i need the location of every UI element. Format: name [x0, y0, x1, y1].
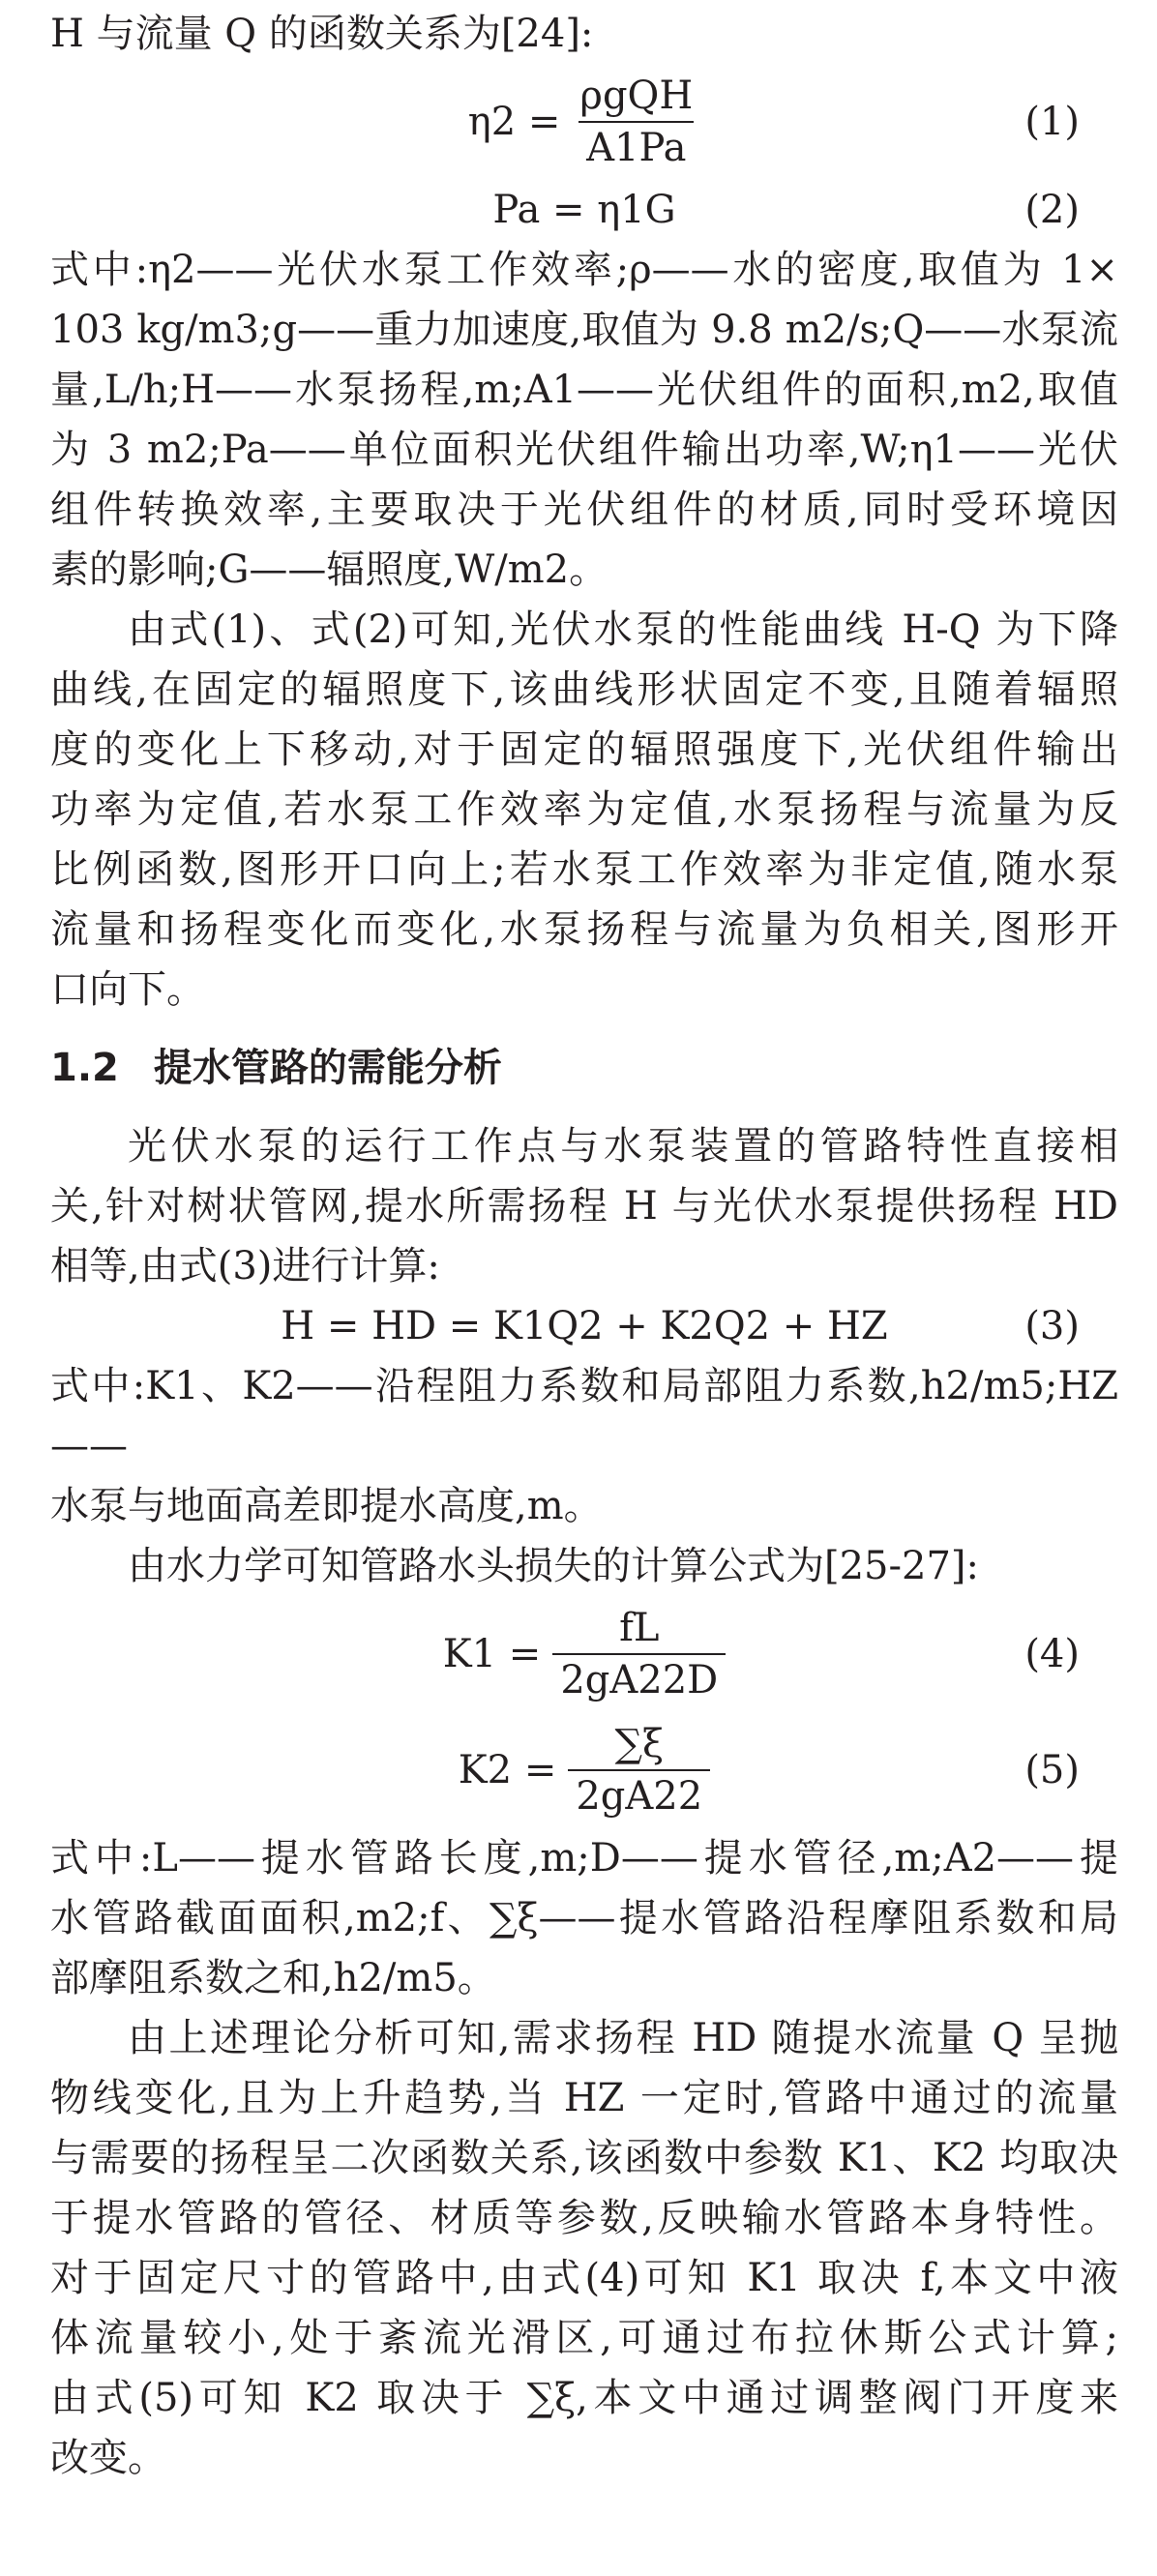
eq1-denominator: A1Pa — [578, 121, 694, 173]
text-line: 量,L/h;H——水泵扬程,m;A1——光伏组件的面积,m2,取值 — [50, 368, 1118, 412]
eq4-denominator: 2gA22D — [552, 1653, 726, 1705]
eq4-lhs: K1 = — [442, 1632, 542, 1676]
text-line: 水管路截面面积,m2;f、∑ξ——提水管路沿程摩阻系数和局 — [50, 1896, 1118, 1940]
eq4-numerator: fL — [619, 1606, 660, 1650]
equation-5 — [50, 1712, 1118, 1828]
equation-1 — [50, 64, 1118, 180]
text-line: 口向下。 — [50, 967, 205, 1012]
paragraph-performance-curve — [50, 600, 1118, 1020]
text-line: 关,针对树状管网,提水所需扬程 H 与光伏水泵提供扬程 HD — [50, 1184, 1118, 1229]
section-number: 1.2 — [50, 1046, 119, 1090]
text-line: 物线变化,且为上升趋势,当 HZ 一定时,管路中通过的流量 — [50, 2076, 1118, 2120]
text-line: 改变。 — [50, 2436, 166, 2480]
text-line: 由式(1)、式(2)可知,光伏水泵的性能曲线 H-Q 为下降 — [128, 607, 1118, 652]
text-line: 103 kg/m3;g——重力加速度,取值为 9.8 m2/s;Q——水泵流 — [50, 308, 1118, 352]
text-line: 式中:η2——光伏水泵工作效率;ρ——水的密度,取值为 1× — [50, 248, 1118, 292]
equation-2 — [50, 180, 1118, 240]
text-line: 水泵与地面高差即提水高度,m。 — [50, 1484, 603, 1528]
eq1-fraction — [572, 71, 700, 173]
text-line: 为 3 m2;Pa——单位面积光伏组件输出功率,W;η1——光伏 — [50, 428, 1118, 472]
eq4-fraction — [552, 1603, 726, 1705]
equation-4 — [50, 1596, 1118, 1712]
section-title: 提水管路的需能分析 — [153, 1046, 502, 1090]
eq5-fraction — [568, 1719, 710, 1821]
eq5-tag: (5) — [1024, 1748, 1080, 1792]
eq3-tag: (3) — [1024, 1304, 1080, 1348]
text-line: 由上述理论分析可知,需求扬程 HD 随提水流量 Q 呈抛 — [128, 2016, 1118, 2060]
text-line: 度的变化上下移动,对于固定的辐照强度下,光伏组件输出 — [50, 727, 1118, 772]
text-line: 式中:L——提水管路长度,m;D——提水管径,m;A2——提 — [50, 1836, 1118, 1880]
text-line: 相等,由式(3)进行计算: — [50, 1244, 440, 1288]
eq4-tag: (4) — [1024, 1632, 1080, 1676]
eq1-lhs: η2 = — [467, 100, 561, 144]
eq5-numerator: ∑ξ — [614, 1722, 665, 1766]
section-heading — [50, 1020, 1118, 1116]
text-line: 比例函数,图形开口向上;若水泵工作效率为非定值,随水泵 — [50, 847, 1118, 892]
text-line: 由水力学可知管路水头损失的计算公式为[25-27]: — [128, 1544, 979, 1588]
text-line: 光伏水泵的运行工作点与水泵装置的管路特性直接相 — [128, 1124, 1118, 1169]
text-line: 部摩阻系数之和,h2/m5。 — [50, 1956, 496, 2000]
where-block-2 — [50, 1356, 1118, 1536]
paragraph-analysis — [50, 2008, 1118, 2488]
where-block-3 — [50, 1828, 1118, 2008]
equation-3 — [50, 1296, 1118, 1356]
eq2-tag: (2) — [1024, 188, 1080, 232]
eq1-tag: (1) — [1024, 100, 1080, 144]
text-line: 式中:K1、K2——沿程阻力系数和局部阻力系数,h2/m5;HZ—— — [50, 1364, 1118, 1468]
eq2-expr: Pa = η1G — [492, 188, 676, 232]
text-line: 功率为定值,若水泵工作效率为定值,水泵扬程与流量为反 — [50, 787, 1118, 832]
text-line: 对于固定尺寸的管路中,由式(4)可知 K1 取决 f,本文中液 — [50, 2256, 1118, 2300]
text-line: 素的影响;G——辐照度,W/m2。 — [50, 548, 608, 592]
eq3-expr: H = HD = K1Q2 + K2Q2 + HZ — [281, 1304, 888, 1348]
intro-line: H 与流量 Q 的函数关系为[24]: — [50, 12, 594, 56]
eq1-numerator: ρgQH — [579, 74, 694, 118]
text-line: 由式(5)可知 K2 取决于 ∑ξ,本文中通过调整阀门开度来 — [50, 2376, 1118, 2420]
text-line: 曲线,在固定的辐照度下,该曲线形状固定不变,且随着辐照 — [50, 667, 1118, 712]
eq5-denominator: 2gA22 — [568, 1769, 710, 1821]
eq5-lhs: K2 = — [458, 1748, 557, 1792]
text-line: 体流量较小,处于紊流光滑区,可通过布拉休斯公式计算; — [50, 2316, 1118, 2360]
paragraph-pipeline-intro — [50, 1116, 1118, 1296]
text-line: 组件转换效率,主要取决于光伏组件的材质,同时受环境因 — [50, 488, 1118, 532]
text-line: 流量和扬程变化而变化,水泵扬程与流量为负相关,图形开 — [50, 907, 1118, 952]
text-line: 与需要的扬程呈二次函数关系,该函数中参数 K1、K2 均取决 — [50, 2136, 1118, 2180]
text-line: 于提水管路的管径、材质等参数,反映输水管路本身特性。 — [50, 2196, 1118, 2240]
where-block-1 — [50, 240, 1118, 600]
